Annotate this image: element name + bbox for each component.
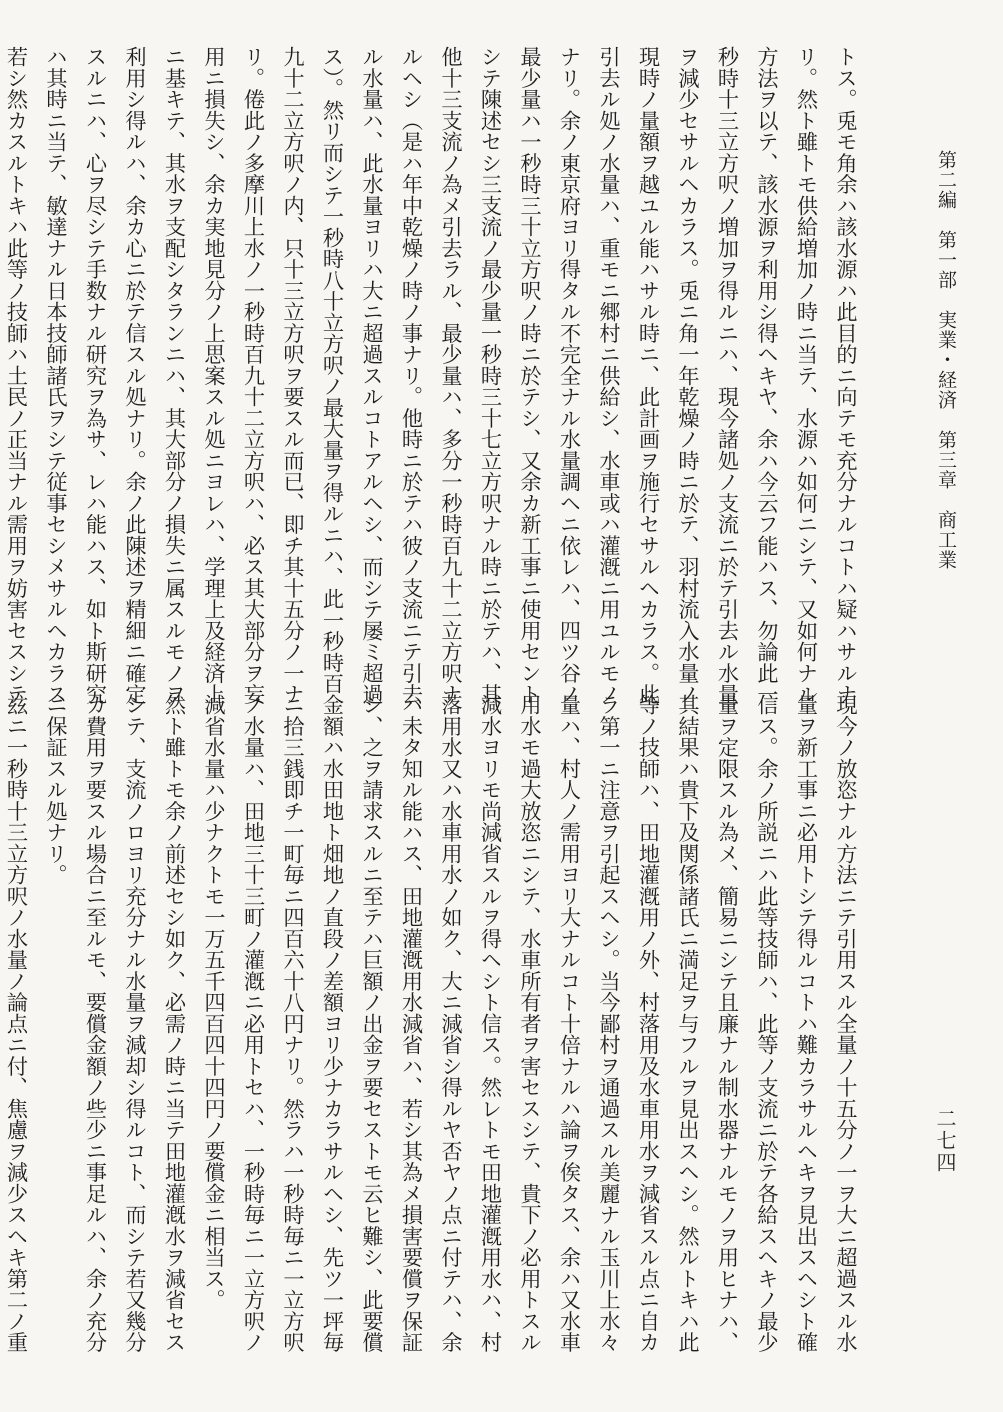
text-line: 信ス。余ノ所説ニハ此等技師ハ、此等ノ支流ニ於テ各給スヘキノ最少 (755, 694, 780, 1353)
text-line: 減水ヨリモ尚減省スルヲ得ヘシト信ス。然レトモ田地灌漑用水ハ、村 (478, 694, 504, 1353)
text-line: 方法ヲ以テ、該水源ヲ利用シ得ヘキヤ、余ハ今云フ能ハス、勿論此一 (755, 46, 780, 705)
text-line: リ。然ト雖トモ供給増加ノ時ニ当テ、水源ハ如何ニシテ、又如何ナル (794, 46, 820, 705)
text-line: ス）。然リ而シテ一秒時八十立方呎ノ最大量ヲ得ルニハ、此一秒時百 (320, 46, 346, 695)
text-line: リ。倦此ノ多摩川上水ノ一秒時百九十二立方呎ハ、必ス其大部分ヲ妄 (241, 46, 267, 705)
text-line: 等ノ技師ハ、田地灌漑用ノ外、村落用及水車用水ヲ減省スル点ニ自カ (636, 694, 662, 1353)
page-number: 二七四 (933, 1108, 957, 1174)
text-line: ヲ減少セサルヘカラス。兎ニ角一年乾燥ノ時ニ於テ、羽村流入水量ノ (676, 46, 701, 705)
text-line: 量ヲ定限スル為メ、簡易ニシテ且廉ナル制水器ナルモノヲ用ヒナハ、 (715, 694, 741, 1353)
text-line: 他十三支流ノ為メ引去ラル、最少量ハ、多分一秒時百九十二立方呎ナ (439, 46, 464, 705)
text-line: ノ水量ハ、田地三十三町ノ灌漑ニ必用トセハ、一秒時毎ニ一立方呎ノ (241, 694, 267, 1353)
text-line: 現今ノ放恣ナル方法ニテ引用スル全量ノ十五分ノ一ヲ大ニ超過スル水 (834, 694, 859, 1353)
text-line: カ費用ヲ要スル場合ニ至ルモ、要償金額ノ些少ニ事足ルハ、余ノ充分 (83, 694, 109, 1353)
text-line: 現時ノ量額ヲ越ユル能ハサル時ニ、此計画ヲ施行セサルヘカラス。此 (636, 46, 662, 705)
upper-text-block (4, 46, 866, 705)
text-line: 最少量ハ一秒時三十立方呎ノ時ニ於テシ、又余カ新工事ニ使用セント (518, 46, 543, 705)
text-line: 若シ然カスルトキハ此等ノ技師ハ土民ノ正当ナル需用ヲ妨害セスシテ (4, 46, 30, 705)
text-line: 量ハ、村人ノ需用ヨリ大ナルコト十倍ナルハ論ヲ俟タス、余ハ又水車 (557, 694, 583, 1353)
lower-text-block (4, 694, 866, 1353)
text-line: 玆ニ一秒時十三立方呎ノ水量ノ論点ニ付、焦慮ヲ減少スヘキ第二ノ重 (4, 694, 30, 1353)
text-line: ル水量ハ、此水量ヨリハ大ニ超過スルコトアルヘシ、而シテ屡ミ超過 (360, 46, 385, 705)
text-line: シテ陳述セシ三支流ノ最少量一秒時三十七立方呎ナル時ニ於テハ、其 (478, 46, 504, 705)
text-line: ラ第一ニ注意ヲ引起スヘシ。当今鄙村ヲ通過スル美麗ナル玉川上水々 (597, 694, 622, 1353)
text-line: 引去ル処ノ水量ハ、重モニ郷村ニ供給シ、水車或ハ灌漑ニ用ユルモノ (597, 46, 622, 705)
running-header: 第二編 第一部 実業・経済 第三章 商工業 (935, 150, 957, 570)
text-line: シテ、支流ノロヨリ充分ナル水量ヲ減却シ得ルコト、而シテ若又幾分 (123, 694, 148, 1353)
text-line: ハ未タ知ル能ハス、田地灌漑用水減省ハ、若シ其為メ損害要償ヲ保証 (399, 694, 425, 1353)
text-line: 落用水又ハ水車用水ノ如ク、大ニ減省シ得ルヤ否ヤノ点ニ付テハ、余 (439, 694, 464, 1353)
text-line: 金額ハ水田地ト畑地ノ直段ノ差額ヨリ少ナカラサルヘシ、先ツ一坪毎 (320, 694, 346, 1353)
text-line: 九十二立方呎ノ内、只十三立方呎ヲ要スル而已、即チ其十五分ノ一ナ (281, 46, 306, 705)
text-line: トス。兎モ角余ハ該水源ハ此目的ニ向テモ充分ナルコトハ疑ハサルナ (834, 46, 859, 705)
text-line: 秒時十三立方呎ノ増加ヲ得ルニハ、現今諸処ノ支流ニ於テ引去ル水量 (715, 46, 741, 705)
text-line: 然ト雖トモ余ノ前述セシ如ク、必需ノ時ニ当テ田地灌漑水ヲ減省セス (162, 694, 188, 1353)
text-line: 量ヲ新工事ニ必用トシテ得ルコトハ難カラサルヘキヲ見出スヘシト確 (794, 694, 820, 1353)
text-line: ハ其時ニ当テ、敏達ナル日本技師諸氏ヲシテ従事セシメサルヘカラス (44, 46, 69, 705)
text-line: 其結果ハ貴下及関係諸氏ニ満足ヲ与フルヲ見出スヘシ。然ルトキハ此 (676, 694, 701, 1353)
text-line: ニ拾三銭即チ一町毎ニ四百六十八円ナリ。然ラハ一秒時毎ニ一立方呎 (281, 694, 306, 1353)
text-line: 用ニ損失シ、余カ実地見分ノ上思案スル処ニヨレハ、学理上及経済上 (202, 46, 227, 705)
text-line: ルヘシ（是ハ年中乾燥ノ時ノ事ナリ。他時ニ於テハ彼ノ支流ニテ引去 (399, 46, 425, 705)
text-line: 減省水量ハ少ナクトモ一万五千四百四十四円ノ要償金ニ相当ス。 (202, 694, 227, 1311)
text-line: ニ基キテ、其水ヲ支配シタランニハ、其大部分ノ損失ニ属スルモノヲ (162, 46, 188, 705)
text-line: ニ保証スル処ナリ。 (44, 694, 69, 886)
text-line: スルニハ、心ヲ尽シテ手数ナル研究ヲ為サ、レハ能ハス、如ト斯研究 (83, 46, 109, 705)
text-line: ナリ。余ノ東京府ヨリ得タル不完全ナル水量調ヘニ依レハ、四ツ谷ノ (557, 46, 583, 705)
text-line: 利用シ得ルハ、余カ心ニ於テ信スル処ナリ。余ノ此陳述ヲ精細ニ確定 (123, 46, 148, 705)
text-line: シ、之ヲ請求スルニ至テハ巨額ノ出金ヲ要セストモ云ヒ難シ、此要償 (360, 694, 385, 1353)
text-line: 用水モ過大放恣ニシテ、水車所有者ヲ害セスシテ、貴下ノ必用トスル (518, 694, 543, 1353)
